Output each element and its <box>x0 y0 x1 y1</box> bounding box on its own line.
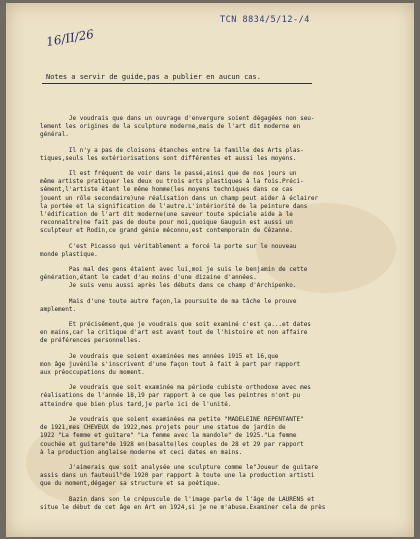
text-line: génération,étant le cadet d'au moins d'une dizaine d'années. <box>40 274 257 282</box>
text-line: jouent un rôle secondaire)une réalisation dans un champ peut aider à éclairer <box>40 194 319 202</box>
paragraph-gap <box>40 291 400 298</box>
text-line: Bazin dans son le crépuscule de l'image parle de l'âge de LAURENS et <box>40 495 315 503</box>
text-line: mon âge juvénile s'inscrivent d'une façon tout à fait à part par rapport <box>40 360 301 368</box>
text-line: Il est fréquent de voir dans le passé,ainsi que de nos jours un <box>40 170 297 178</box>
text-line: monde plastique. <box>40 250 98 258</box>
text-line: atteindre que bien plus tard,je parle ici de l'unité. <box>40 400 232 408</box>
paragraph <box>40 243 400 259</box>
text-line: Je suis venu aussi après les débuts dans ce champ d'Archipenko. <box>40 282 297 290</box>
paragraph <box>40 266 400 291</box>
paragraph-gap <box>40 409 400 416</box>
paragraph <box>40 298 400 314</box>
text-line: Pas mal des gens étaient avec lui,moi je suis le benjamin de cette <box>40 266 308 274</box>
text-line: sculpteur et Rodin,ce grand génie méconnu,est contemporain de Cézanne. <box>40 227 293 235</box>
text-line: Je voudrais que soit examinée ma période cubiste orthodoxe avec mes <box>40 384 311 392</box>
text-line: de 1921,mes CHEVEUX de 1922,mes projets pour une statue de jardin de <box>40 424 286 432</box>
paragraph-gap <box>40 259 400 266</box>
text-line: aux préoccupations du moment. <box>40 369 145 377</box>
text-line: la portée et la signification de l'autre.L'intériorité de la peinture dans <box>40 202 308 210</box>
text-line: reconnaître)ne fait pas de doute pour moi,quoique Gauguin est aussi un <box>40 219 293 227</box>
text-line: assis dans un fauteuil"de 1920 par rapport à toute une la production artisti <box>40 472 315 480</box>
paragraph <box>40 496 400 512</box>
text-line: situe le début de cet âge en Art en 1924,si je ne m'abuse.Examiner cela de près <box>40 503 326 511</box>
text-line: Mais d'une toute autre façon,la poursuite de ma tâche le prouve <box>40 297 297 305</box>
text-line: C'est Picasso qui véritablement a forcé la porte sur le nouveau <box>40 242 297 250</box>
paragraph <box>40 115 400 140</box>
text-line: Et précisément,que je voudrais que soit examiné c'est ça...et dates <box>40 321 311 329</box>
text-line: en mains,car la critique d'art est avant tout de l'histoire et non affaire <box>40 329 308 337</box>
text-line: lement les origines de la sculpture moderne,mais de l'art dit moderne en <box>40 123 301 131</box>
paragraph-gap <box>40 236 400 243</box>
paragraph <box>40 170 400 236</box>
text-line: Il n'y a pas de cloisons étanches entre la famille des Arts plas- <box>40 146 304 154</box>
paragraph <box>40 353 400 378</box>
text-line: de préférences personnelles. <box>40 337 142 345</box>
paragraph <box>40 416 400 457</box>
paragraph <box>40 321 400 346</box>
paragraph <box>40 147 400 163</box>
paragraph-gap <box>40 163 400 170</box>
paragraph-gap <box>40 377 400 384</box>
text-line: réalisations de l'année 18,19 par rapport à ce que les peintres n'ont pu <box>40 392 301 400</box>
page-title: Notes a servir de guide,pas a publier en aucun cas. <box>46 73 261 81</box>
document-body <box>40 115 400 512</box>
document-page <box>6 3 414 537</box>
paragraph <box>40 384 400 409</box>
title-underline <box>42 83 312 84</box>
text-line: à la production anglaise moderne et ceci dates en mains. <box>40 448 243 456</box>
paragraph <box>40 464 400 489</box>
handwritten-date: 16/II/26 <box>45 26 95 50</box>
paragraph-gap <box>40 346 400 353</box>
text-line: Je voudrais que dans un ouvrage d'envergure soient dégagées non seu- <box>40 115 315 122</box>
text-line: J'aimerais que soit analysée une sculpture comme le"Joueur de guitare <box>40 463 319 471</box>
text-line: Je voudrais que soient examinées ma petite "MADELEINE REPENTANTE" <box>40 415 304 423</box>
text-line: général. <box>40 131 69 139</box>
text-line: tiques,seuls les extériorisations sont différentes et aussi les moyens. <box>40 154 297 162</box>
text-line: l'édification de l'art dit moderne(une saveur toute spéciale aide à le <box>40 211 293 219</box>
text-line: sément,l'artiste étant le même homme(les moyens techniques dans ce cas <box>40 186 293 194</box>
text-line: 1922 "La femme et guitare" "La femme avec la mandole" de 1925."La femme <box>40 432 297 440</box>
paragraph-gap <box>40 489 400 496</box>
text-line: même artiste pratiquer les deux ou trois arts plastiques à la fois.Préci- <box>40 178 304 186</box>
text-line: que du moment,dégager sa structure et sa poétique. <box>40 480 221 488</box>
text-line: amplement. <box>40 305 77 313</box>
paragraph-gap <box>40 314 400 321</box>
paragraph-gap <box>40 140 400 147</box>
text-line: Je voudrais que soient examinées mes années 1915 et 16,que <box>40 352 279 360</box>
text-line: couchée et guitare"de 1928 en(basalte)les couples de 28 et 29 par rapport <box>40 440 304 448</box>
paragraph-gap <box>40 457 400 464</box>
archive-reference: TCN 8834/5/12-/4 <box>220 15 310 25</box>
